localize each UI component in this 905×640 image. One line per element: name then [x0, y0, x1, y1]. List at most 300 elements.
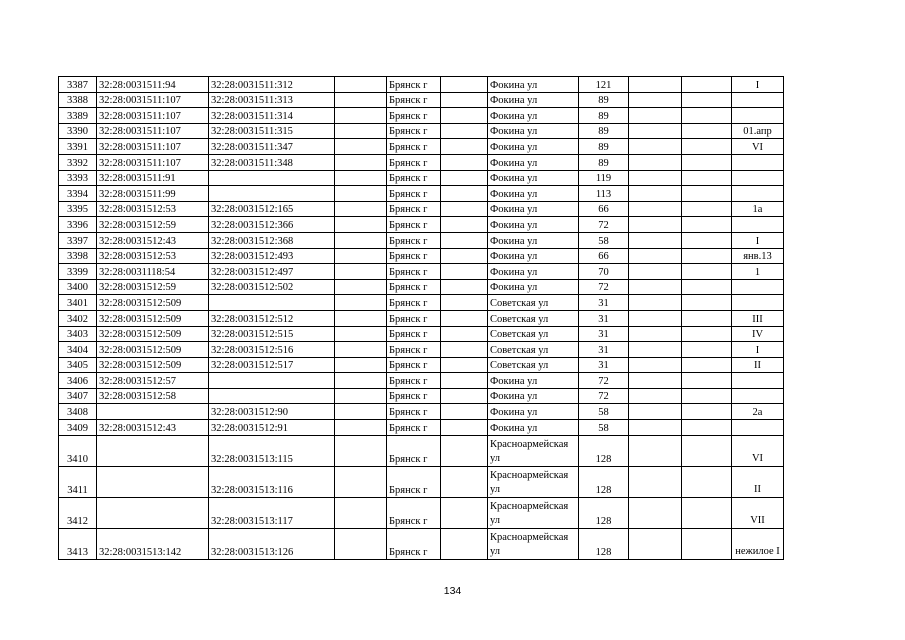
cell-empty: [629, 342, 682, 358]
cell-row-number: 3388: [59, 92, 97, 108]
cell-empty: [682, 529, 732, 560]
cell-empty: [629, 123, 682, 139]
cell-row-number: 3391: [59, 139, 97, 155]
cell-city: Брянск г: [387, 123, 441, 139]
cell-cadastral-number: [97, 466, 209, 497]
cell-house-number: 119: [579, 170, 629, 186]
cell-empty: [682, 92, 732, 108]
cell-row-number: 3411: [59, 466, 97, 497]
cell-row-number: 3408: [59, 404, 97, 420]
cell-empty: [441, 264, 488, 280]
cell-premises: 01.апр: [732, 123, 784, 139]
cell-empty: [441, 201, 488, 217]
cell-object-cadastral-number: 32:28:0031512:515: [209, 326, 335, 342]
cell-empty: [629, 170, 682, 186]
cell-city: Брянск г: [387, 170, 441, 186]
cell-city: Брянск г: [387, 264, 441, 280]
cell-object-cadastral-number: 32:28:0031513:117: [209, 498, 335, 529]
cell-city: Брянск г: [387, 201, 441, 217]
cell-row-number: 3401: [59, 295, 97, 311]
cell-object-cadastral-number: 32:28:0031512:493: [209, 248, 335, 264]
cell-premises: [732, 186, 784, 202]
cell-cadastral-number: 32:28:0031512:43: [97, 232, 209, 248]
cell-empty: [629, 217, 682, 233]
cell-city: Брянск г: [387, 326, 441, 342]
cell-city: Брянск г: [387, 217, 441, 233]
cell-empty: [335, 420, 387, 436]
cell-city: Брянск г: [387, 108, 441, 124]
cell-cadastral-number: 32:28:0031513:142: [97, 529, 209, 560]
cell-cadastral-number: 32:28:0031512:43: [97, 420, 209, 436]
cell-row-number: 3407: [59, 388, 97, 404]
table-row: [59, 420, 784, 436]
cell-row-number: 3409: [59, 420, 97, 436]
cell-empty: [335, 326, 387, 342]
cell-street: Советская ул: [488, 357, 579, 373]
cell-empty: [682, 326, 732, 342]
cell-cadastral-number: [97, 404, 209, 420]
cell-empty: [682, 388, 732, 404]
table-row: [59, 139, 784, 155]
cell-row-number: 3410: [59, 435, 97, 466]
table-row: [59, 388, 784, 404]
cell-street: Фокина ул: [488, 201, 579, 217]
cell-empty: [335, 154, 387, 170]
cell-cadastral-number: 32:28:0031511:107: [97, 108, 209, 124]
cell-city: Брянск г: [387, 342, 441, 358]
cell-empty: [335, 310, 387, 326]
cell-empty: [441, 326, 488, 342]
cell-street: Красноармейская ул: [488, 466, 579, 497]
cell-row-number: 3387: [59, 77, 97, 93]
cell-empty: [682, 373, 732, 389]
cell-empty: [441, 295, 488, 311]
cell-city: Брянск г: [387, 279, 441, 295]
cell-city: Брянск г: [387, 404, 441, 420]
cell-cadastral-number: 32:28:0031512:57: [97, 373, 209, 389]
cell-premises: [732, 170, 784, 186]
cell-object-cadastral-number: 32:28:0031512:366: [209, 217, 335, 233]
table-row: [59, 373, 784, 389]
cell-row-number: 3412: [59, 498, 97, 529]
cell-empty: [682, 357, 732, 373]
table-row: [59, 264, 784, 280]
cell-house-number: 70: [579, 264, 629, 280]
cell-object-cadastral-number: 32:28:0031511:347: [209, 139, 335, 155]
cell-empty: [335, 529, 387, 560]
cell-empty: [682, 108, 732, 124]
table-row: [59, 295, 784, 311]
cell-empty: [441, 108, 488, 124]
cell-cadastral-number: 32:28:0031512:59: [97, 217, 209, 233]
cell-city: Брянск г: [387, 357, 441, 373]
cell-house-number: 89: [579, 92, 629, 108]
cell-street: Фокина ул: [488, 92, 579, 108]
cell-object-cadastral-number: 32:28:0031512:90: [209, 404, 335, 420]
cell-empty: [629, 498, 682, 529]
cell-empty: [629, 248, 682, 264]
cell-object-cadastral-number: 32:28:0031512:165: [209, 201, 335, 217]
table-row: [59, 77, 784, 93]
cell-cadastral-number: 32:28:0031512:509: [97, 326, 209, 342]
cell-house-number: 31: [579, 295, 629, 311]
cell-empty: [682, 139, 732, 155]
cell-house-number: 113: [579, 186, 629, 202]
cell-empty: [335, 498, 387, 529]
table-row: [59, 342, 784, 358]
cell-street: Фокина ул: [488, 123, 579, 139]
cell-empty: [682, 420, 732, 436]
table-row: [59, 435, 784, 466]
cell-cadastral-number: 32:28:0031511:91: [97, 170, 209, 186]
cell-empty: [629, 373, 682, 389]
cell-cadastral-number: 32:28:0031512:58: [97, 388, 209, 404]
cell-object-cadastral-number: 32:28:0031512:517: [209, 357, 335, 373]
cell-cadastral-number: 32:28:0031511:107: [97, 123, 209, 139]
cell-empty: [629, 77, 682, 93]
cell-city: Брянск г: [387, 466, 441, 497]
table-row: [59, 326, 784, 342]
cell-city: Брянск г: [387, 248, 441, 264]
cell-house-number: 89: [579, 139, 629, 155]
cell-cadastral-number: 32:28:0031118:54: [97, 264, 209, 280]
cell-street: Фокина ул: [488, 248, 579, 264]
cell-row-number: 3406: [59, 373, 97, 389]
cell-premises: I: [732, 342, 784, 358]
cell-object-cadastral-number: 32:28:0031512:91: [209, 420, 335, 436]
cell-empty: [441, 92, 488, 108]
cell-empty: [682, 264, 732, 280]
register-table: [58, 76, 784, 560]
cell-house-number: 89: [579, 123, 629, 139]
cell-object-cadastral-number: 32:28:0031513:116: [209, 466, 335, 497]
table-row: [59, 154, 784, 170]
cell-house-number: 72: [579, 373, 629, 389]
cell-empty: [629, 108, 682, 124]
cell-empty: [629, 466, 682, 497]
cell-street: Фокина ул: [488, 420, 579, 436]
cell-empty: [441, 232, 488, 248]
cell-empty: [441, 248, 488, 264]
cell-empty: [629, 279, 682, 295]
cell-row-number: 3400: [59, 279, 97, 295]
cell-premises: 1: [732, 264, 784, 280]
cell-cadastral-number: 32:28:0031511:107: [97, 139, 209, 155]
table-row: [59, 217, 784, 233]
cell-premises: 1а: [732, 201, 784, 217]
cell-street: Советская ул: [488, 342, 579, 358]
cell-object-cadastral-number: 32:28:0031512:512: [209, 310, 335, 326]
cell-empty: [682, 248, 732, 264]
cell-house-number: 66: [579, 201, 629, 217]
cell-city: Брянск г: [387, 295, 441, 311]
cell-empty: [335, 357, 387, 373]
cell-empty: [629, 404, 682, 420]
cell-house-number: 128: [579, 466, 629, 497]
cell-empty: [441, 420, 488, 436]
cell-empty: [682, 170, 732, 186]
table-row: [59, 170, 784, 186]
cell-empty: [682, 295, 732, 311]
cell-row-number: 3393: [59, 170, 97, 186]
cell-row-number: 3392: [59, 154, 97, 170]
cell-row-number: 3413: [59, 529, 97, 560]
cell-street: Фокина ул: [488, 108, 579, 124]
page-number: 134: [443, 585, 462, 597]
cell-object-cadastral-number: 32:28:0031511:314: [209, 108, 335, 124]
cell-object-cadastral-number: [209, 295, 335, 311]
cell-object-cadastral-number: [209, 388, 335, 404]
cell-empty: [629, 264, 682, 280]
cell-street: Фокина ул: [488, 186, 579, 202]
cell-house-number: 66: [579, 248, 629, 264]
cell-empty: [682, 310, 732, 326]
cell-street: Красноармейская ул: [488, 529, 579, 560]
cell-empty: [335, 466, 387, 497]
table-row: [59, 108, 784, 124]
cell-cadastral-number: 32:28:0031512:509: [97, 310, 209, 326]
cell-premises: IV: [732, 326, 784, 342]
cell-object-cadastral-number: 32:28:0031511:348: [209, 154, 335, 170]
cell-empty: [629, 388, 682, 404]
cell-row-number: 3389: [59, 108, 97, 124]
cell-empty: [335, 201, 387, 217]
cell-empty: [441, 139, 488, 155]
cell-object-cadastral-number: 32:28:0031511:313: [209, 92, 335, 108]
cell-empty: [335, 232, 387, 248]
cell-empty: [335, 295, 387, 311]
cell-city: Брянск г: [387, 310, 441, 326]
cell-row-number: 3390: [59, 123, 97, 139]
cell-row-number: 3396: [59, 217, 97, 233]
cell-premises: [732, 388, 784, 404]
cell-row-number: 3398: [59, 248, 97, 264]
cell-city: Брянск г: [387, 232, 441, 248]
cell-house-number: 121: [579, 77, 629, 93]
cell-cadastral-number: 32:28:0031512:53: [97, 248, 209, 264]
cell-street: Советская ул: [488, 326, 579, 342]
cell-empty: [441, 388, 488, 404]
cell-empty: [682, 201, 732, 217]
cell-premises: [732, 154, 784, 170]
cell-premises: VII: [732, 498, 784, 529]
cell-house-number: 31: [579, 326, 629, 342]
cell-empty: [335, 170, 387, 186]
cell-house-number: 31: [579, 310, 629, 326]
cell-city: Брянск г: [387, 373, 441, 389]
cell-city: Брянск г: [387, 420, 441, 436]
cell-empty: [335, 388, 387, 404]
cell-street: Советская ул: [488, 295, 579, 311]
table-row: [59, 123, 784, 139]
cell-empty: [441, 466, 488, 497]
cell-empty: [682, 77, 732, 93]
table-row: [59, 232, 784, 248]
cell-empty: [682, 279, 732, 295]
table-row: [59, 248, 784, 264]
cell-empty: [629, 232, 682, 248]
cell-empty: [682, 154, 732, 170]
cell-object-cadastral-number: [209, 373, 335, 389]
cell-cadastral-number: 32:28:0031512:509: [97, 357, 209, 373]
cell-house-number: 89: [579, 108, 629, 124]
cell-premises: [732, 279, 784, 295]
table-row: [59, 201, 784, 217]
cell-empty: [682, 404, 732, 420]
cell-empty: [441, 435, 488, 466]
cell-empty: [629, 92, 682, 108]
cell-empty: [629, 435, 682, 466]
cell-street: Красноармейская ул: [488, 498, 579, 529]
cell-empty: [441, 404, 488, 420]
cell-city: Брянск г: [387, 139, 441, 155]
register-rows: [59, 77, 784, 560]
cell-row-number: 3403: [59, 326, 97, 342]
cell-premises: VI: [732, 139, 784, 155]
cell-empty: [441, 498, 488, 529]
cell-object-cadastral-number: 32:28:0031512:516: [209, 342, 335, 358]
cell-empty: [441, 357, 488, 373]
cell-empty: [629, 326, 682, 342]
cell-city: Брянск г: [387, 388, 441, 404]
cell-cadastral-number: 32:28:0031512:53: [97, 201, 209, 217]
cell-object-cadastral-number: [209, 186, 335, 202]
cell-empty: [335, 435, 387, 466]
cell-house-number: 72: [579, 388, 629, 404]
cell-premises: II: [732, 466, 784, 497]
cell-premises: I: [732, 77, 784, 93]
table-row: [59, 279, 784, 295]
cell-object-cadastral-number: 32:28:0031512:497: [209, 264, 335, 280]
cell-empty: [629, 186, 682, 202]
cell-premises: [732, 217, 784, 233]
cell-empty: [441, 279, 488, 295]
cell-empty: [335, 217, 387, 233]
cell-premises: I: [732, 232, 784, 248]
cell-street: Фокина ул: [488, 77, 579, 93]
cell-empty: [335, 248, 387, 264]
cell-premises: нежилое I: [732, 529, 784, 560]
cell-empty: [629, 201, 682, 217]
cell-street: Фокина ул: [488, 388, 579, 404]
cell-premises: [732, 108, 784, 124]
cell-premises: [732, 373, 784, 389]
table-row: [59, 498, 784, 529]
cell-house-number: 72: [579, 217, 629, 233]
cell-street: Фокина ул: [488, 170, 579, 186]
cell-street: Фокина ул: [488, 139, 579, 155]
cell-empty: [629, 295, 682, 311]
cell-empty: [335, 123, 387, 139]
cell-empty: [441, 529, 488, 560]
cell-empty: [335, 404, 387, 420]
cell-street: Советская ул: [488, 310, 579, 326]
cell-empty: [629, 420, 682, 436]
cell-city: Брянск г: [387, 498, 441, 529]
cell-object-cadastral-number: [209, 170, 335, 186]
cell-house-number: 58: [579, 404, 629, 420]
cell-empty: [629, 529, 682, 560]
table-row: [59, 529, 784, 560]
cell-premises: III: [732, 310, 784, 326]
cell-row-number: 3395: [59, 201, 97, 217]
cell-house-number: 31: [579, 357, 629, 373]
cell-premises: [732, 420, 784, 436]
cell-house-number: 128: [579, 435, 629, 466]
cell-empty: [441, 217, 488, 233]
cell-street: Фокина ул: [488, 232, 579, 248]
cell-street: Фокина ул: [488, 217, 579, 233]
cell-empty: [335, 264, 387, 280]
cell-house-number: 128: [579, 529, 629, 560]
cell-house-number: 89: [579, 154, 629, 170]
cell-empty: [682, 466, 732, 497]
cell-empty: [629, 357, 682, 373]
cell-house-number: 58: [579, 232, 629, 248]
cell-street: Фокина ул: [488, 279, 579, 295]
cell-empty: [441, 342, 488, 358]
cell-premises: VI: [732, 435, 784, 466]
cell-street: Фокина ул: [488, 404, 579, 420]
cell-empty: [335, 373, 387, 389]
table-row: [59, 404, 784, 420]
cell-premises: II: [732, 357, 784, 373]
table-row: [59, 92, 784, 108]
cell-empty: [629, 139, 682, 155]
cell-empty: [441, 77, 488, 93]
table-row: [59, 310, 784, 326]
cell-row-number: 3394: [59, 186, 97, 202]
cell-empty: [682, 123, 732, 139]
cell-cadastral-number: 32:28:0031511:94: [97, 77, 209, 93]
cell-street: Красноармейская ул: [488, 435, 579, 466]
cell-empty: [682, 186, 732, 202]
cell-premises: 2а: [732, 404, 784, 420]
cell-premises: [732, 92, 784, 108]
cell-city: Брянск г: [387, 77, 441, 93]
cell-empty: [682, 217, 732, 233]
cell-object-cadastral-number: 32:28:0031513:115: [209, 435, 335, 466]
cell-row-number: 3397: [59, 232, 97, 248]
cell-cadastral-number: 32:28:0031512:509: [97, 342, 209, 358]
cell-object-cadastral-number: 32:28:0031511:312: [209, 77, 335, 93]
cell-empty: [441, 186, 488, 202]
table-row: [59, 466, 784, 497]
cell-empty: [682, 342, 732, 358]
cell-cadastral-number: 32:28:0031511:107: [97, 92, 209, 108]
cell-street: Фокина ул: [488, 154, 579, 170]
cell-city: Брянск г: [387, 186, 441, 202]
cell-empty: [335, 342, 387, 358]
cell-cadastral-number: 32:28:0031511:107: [97, 154, 209, 170]
cell-empty: [441, 310, 488, 326]
cell-cadastral-number: [97, 498, 209, 529]
cell-city: Брянск г: [387, 154, 441, 170]
table-row: [59, 357, 784, 373]
cell-empty: [441, 154, 488, 170]
cell-object-cadastral-number: 32:28:0031512:368: [209, 232, 335, 248]
cell-cadastral-number: [97, 435, 209, 466]
cell-empty: [335, 139, 387, 155]
cell-row-number: 3402: [59, 310, 97, 326]
cell-cadastral-number: 32:28:0031512:509: [97, 295, 209, 311]
cell-row-number: 3399: [59, 264, 97, 280]
cell-object-cadastral-number: 32:28:0031513:126: [209, 529, 335, 560]
cell-empty: [335, 77, 387, 93]
cell-cadastral-number: 32:28:0031512:59: [97, 279, 209, 295]
cell-empty: [335, 108, 387, 124]
cell-empty: [335, 279, 387, 295]
